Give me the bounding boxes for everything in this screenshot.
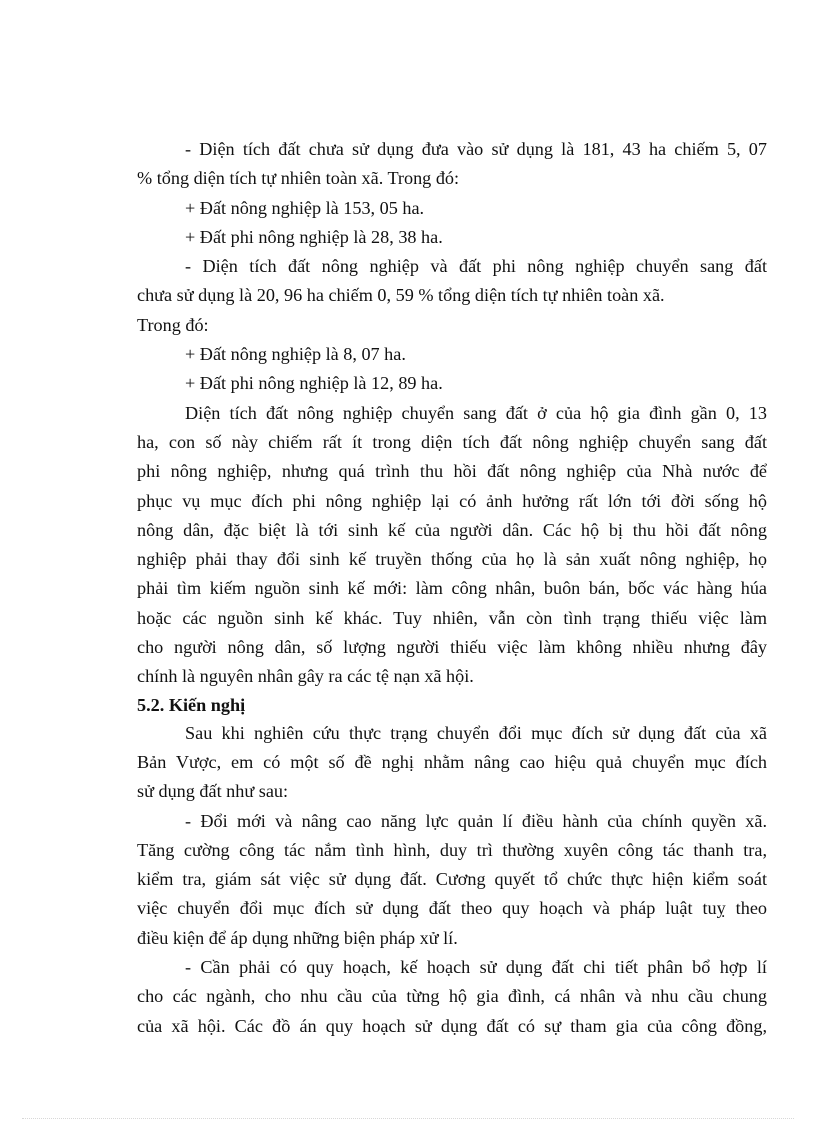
text-line: Sau khi nghiên cứu thực trạng chuyển đổi mục đích sử dụng đất của xã xyxy=(185,722,767,743)
text-line: cho người nông dân, số lượng người thiếu việc làm không nhiều nhưng đây xyxy=(137,637,767,658)
text-line: + Đất phi nông nghiệp là 28, 38 ha. xyxy=(185,226,443,247)
text-line: phải tìm kiếm nguồn sinh kế mới: làm công nhân, buôn bán, bốc vác hàng húa xyxy=(137,578,767,599)
text-line: phục vụ mục đích phi nông nghiệp lại có ảnh hưởng rất lớn tới đời sống hộ xyxy=(137,490,767,511)
text-line: % tổng diện tích tự nhiên toàn xã. Trong đó: xyxy=(137,168,460,189)
text-line: - Diện tích đất chưa sử dụng đưa vào sử dụng là 181, 43 ha chiếm 5, 07 xyxy=(185,139,767,159)
text-line: ha, con số này chiếm rất ít trong diện tích đất nông nghiệp chuyển sang đất xyxy=(137,431,767,452)
text-line: + Đất phi nông nghiệp là 12, 89 ha. xyxy=(185,373,443,394)
text-line: + Đất nông nghiệp là 153, 05 ha. xyxy=(185,197,425,218)
text-line: phi nông nghiệp, nhưng quá trình thu hồi đất nông nghiệp của Nhà nước để xyxy=(137,461,767,482)
text-line: - Đổi mới và nâng cao năng lực quản lí điều hành của chính quyền xã. xyxy=(185,810,767,831)
text-line: Diện tích đất nông nghiệp chuyển sang đất ở của hộ gia đình gần 0, 13 xyxy=(185,402,767,423)
text-line: kiểm tra, giám sát việc sử dụng đất. Cương quyết tổ chức thực hiện kiểm soát xyxy=(137,869,767,890)
document-page xyxy=(137,135,767,1041)
text-line: hoặc các nguồn sinh kế khác. Tuy nhiên, vẫn còn tình trạng thiếu việc làm xyxy=(137,607,767,628)
text-line: chính là nguyên nhân gây ra các tệ nạn xã hội. xyxy=(137,666,474,687)
text-line: - Cần phải có quy hoạch, kế hoạch sử dụng đất chi tiết phân bổ hợp lí xyxy=(185,957,767,978)
text-line: nghiệp phải thay đổi sinh kế truyền thống của họ là sản xuất nông nghiệp, họ xyxy=(137,549,767,570)
text-line: Trong đó: xyxy=(137,314,209,335)
text-line: chưa sử dụng là 20, 96 ha chiếm 0, 59 % tổng diện tích tự nhiên toàn xã. xyxy=(137,285,665,306)
text-line: sử dụng đất như sau: xyxy=(137,781,289,802)
text-line: - Diện tích đất nông nghiệp và đất phi nông nghiệp chuyển sang đất xyxy=(185,256,767,277)
text-line: Tăng cường công tác nắm tình hình, duy trì thường xuyên công tác thanh tra, xyxy=(137,839,767,860)
body-text-block-2 xyxy=(137,719,767,1041)
text-line: Bản Vược, em có một số đề nghị nhằm nâng cao hiệu quả chuyển mục đích xyxy=(137,751,767,772)
page-bottom-divider xyxy=(22,1118,794,1119)
text-line: điều kiện để áp dụng những biện pháp xử lí. xyxy=(137,927,458,948)
text-line: việc chuyển đổi mục đích sử dụng đất theo quy hoạch và pháp luật tuỵ theo xyxy=(137,898,767,919)
text-line: của xã hội. Các đồ án quy hoạch sử dụng đất có sự tham gia của công đồng, xyxy=(137,1015,767,1036)
body-text-block-1 xyxy=(137,135,767,692)
text-line: + Đất nông nghiệp là 8, 07 ha. xyxy=(185,344,406,365)
text-line: cho các ngành, cho nhu cầu của từng hộ gia đình, cá nhân và nhu cầu chung xyxy=(137,986,767,1007)
text-line: nông dân, đặc biệt là tới sinh kế của người dân. Các hộ bị thu hồi đất nông xyxy=(137,519,767,540)
section-heading: 5.2. Kiến nghị xyxy=(137,694,246,715)
